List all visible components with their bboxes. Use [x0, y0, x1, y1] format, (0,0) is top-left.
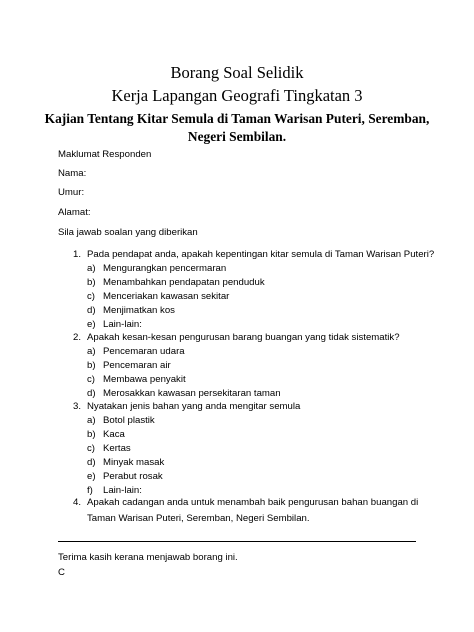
study-topic: [30, 110, 444, 146]
form-title: Borang Soal Selidik: [170, 63, 304, 82]
option-text: Menambahkan pendapatan penduduk: [103, 277, 265, 288]
option-letter: c): [87, 374, 95, 385]
question-number: 3.: [73, 401, 82, 412]
option-letter: b): [87, 360, 96, 371]
option-letter: c): [87, 291, 95, 302]
question-number: 4.: [73, 497, 82, 508]
instruction-text: Sila jawab soalan yang diberikan: [58, 227, 198, 238]
option-letter: d): [87, 305, 96, 316]
option-text: Menjimatkan kos: [103, 305, 175, 316]
footer-mark: C: [58, 567, 65, 578]
option-letter: e): [87, 471, 96, 482]
option-letter: b): [87, 277, 96, 288]
question-text-line-1: Apakah cadangan anda untuk menambah baik pengurusan bahan buangan di: [87, 497, 419, 508]
name-label: Nama:: [58, 168, 87, 179]
option-text: Perabut rosak: [103, 471, 163, 482]
option-letter: a): [87, 346, 96, 357]
form-subtitle: Kerja Lapangan Geografi Tingkatan 3: [111, 86, 363, 105]
option-text: Pencemaran air: [103, 360, 171, 371]
option-letter: c): [87, 443, 95, 454]
age-label: Umur:: [58, 187, 85, 198]
option-text: Mengurangkan pencermaran: [103, 263, 227, 274]
question-number: 2.: [73, 332, 82, 343]
option-letter: d): [87, 457, 96, 468]
option-letter: d): [87, 388, 96, 399]
option-text: Pencemaran udara: [103, 346, 185, 357]
option-letter: f): [87, 485, 93, 496]
option-text: Merosakkan kawasan persekitaran taman: [103, 388, 281, 399]
option-letter: b): [87, 429, 96, 440]
option-text: Kertas: [103, 443, 131, 454]
thank-you-note: Terima kasih kerana menjawab borang ini.: [58, 552, 238, 563]
option-text: Kaca: [103, 429, 125, 440]
question-text-line-2: Taman Warisan Puteri, Seremban, Negeri Sembilan.: [87, 513, 310, 524]
option-text: Minyak masak: [103, 457, 165, 468]
question-number: 1.: [73, 249, 82, 260]
question-text: Apakah kesan-kesan pengurusan barang buangan yang tidak sistematik?: [87, 332, 400, 343]
option-text: Menceriakan kawasan sekitar: [103, 291, 230, 302]
footer-divider: [58, 541, 416, 542]
option-text: Lain-lain:: [103, 485, 142, 496]
question-text: Pada pendapat anda, apakah kepentingan kitar semula di Taman Warisan Puteri?: [87, 249, 435, 260]
option-letter: e): [87, 319, 96, 330]
address-label: Alamat:: [58, 207, 91, 218]
study-topic-line-2: Negeri Sembilan.: [187, 129, 287, 144]
option-text: Membawa penyakit: [103, 374, 186, 385]
option-text: Botol plastik: [103, 415, 155, 426]
respondent-heading: Maklumat Responden: [58, 149, 152, 160]
study-topic-line-1: Kajian Tentang Kitar Semula di Taman Warisan Puteri, Seremban,: [44, 111, 430, 126]
option-letter: a): [87, 263, 96, 274]
option-text: Lain-lain:: [103, 319, 142, 330]
option-letter: a): [87, 415, 96, 426]
question-text: Nyatakan jenis bahan yang anda mengitar semula: [87, 401, 301, 412]
